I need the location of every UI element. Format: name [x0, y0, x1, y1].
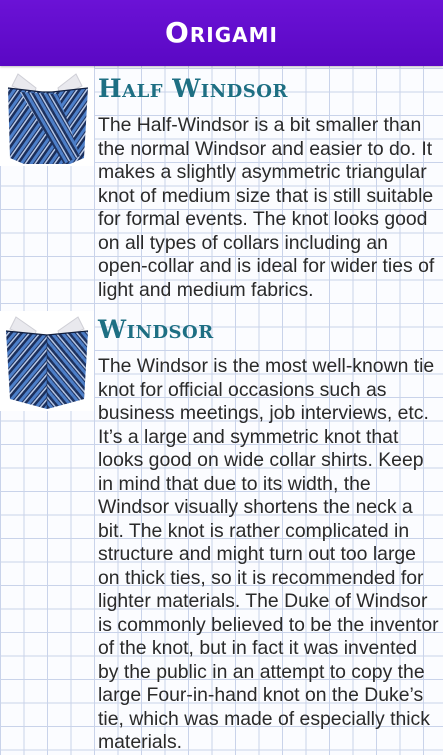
knot-description: The Half-Windsor is a bit smaller than the normal Windsor and easier to do. It makes a slightly asymmetric triangular knot of medium size that is still suitable for formal events. The knot looks good on all types of collars including an open-collar and is ideal for wider ties of light and medium fabrics. — [98, 114, 435, 301]
app-title: Origami — [165, 15, 278, 49]
windsor-tie-icon — [0, 311, 94, 411]
knot-description: The Windsor is the most well-known tie knot for official occasions such as business meetings, job interviews, etc. It’s a large and symmetric knot that looks good on wide collar shirts. Keep in mind that due to its width, the Windsor visually shortens the neck a bit. The knot is rather complicated in structure and might turn out too large on thick ties, so it is recommended for lighter materials. The Duke of Windsor is commonly believed to be the inventor of the knot, but in fact it was invented by the public in an attempt to copy the large Four-in-hand knot on the Duke’s tie, which was made of especially thick materials. — [98, 355, 439, 753]
half-windsor-tie-icon — [0, 66, 94, 166]
list-item-half-windsor[interactable] — [0, 66, 443, 311]
knot-title: Windsor — [98, 315, 214, 344]
knot-body — [94, 311, 443, 755]
list-item-windsor[interactable] — [0, 311, 443, 755]
knot-title: Half Windsor — [98, 74, 288, 103]
app-header — [0, 0, 443, 66]
knot-list[interactable] — [0, 66, 443, 753]
knot-body — [94, 66, 443, 311]
